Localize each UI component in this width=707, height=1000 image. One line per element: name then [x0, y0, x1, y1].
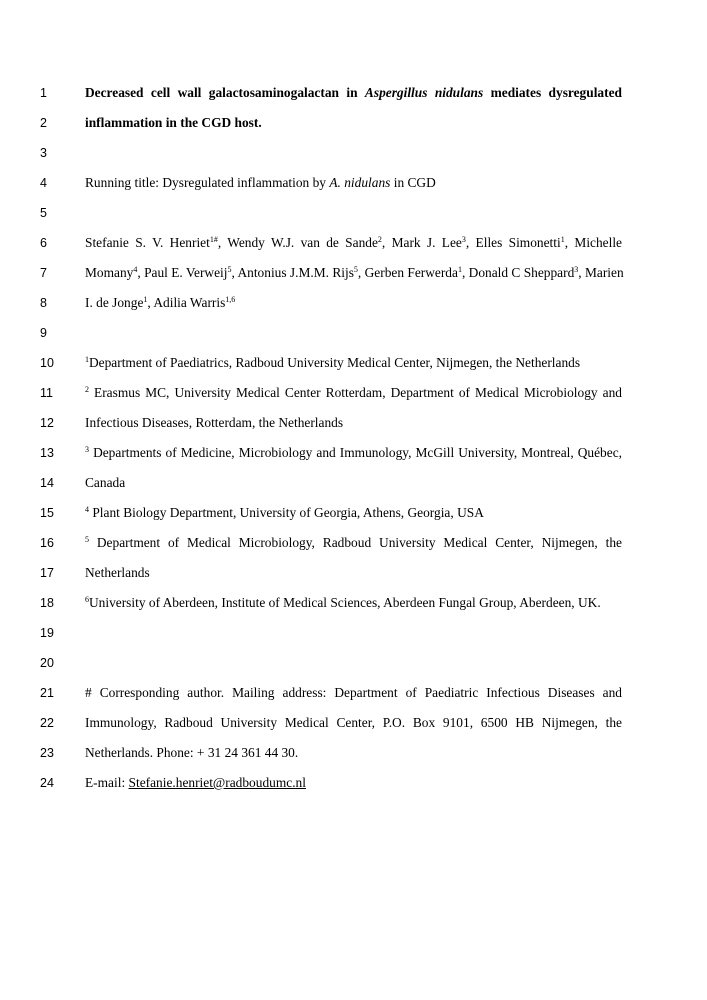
line-number: 18: [40, 596, 54, 610]
line-number: 6: [40, 236, 47, 250]
manuscript-line-23: [0, 742, 707, 764]
line-number: 23: [40, 746, 54, 760]
line-number: 16: [40, 536, 54, 550]
line-number: 3: [40, 146, 47, 160]
line-number: 2: [40, 116, 47, 130]
line-number: 20: [40, 656, 54, 670]
correspondence-line-2: Immunology, Radboud University Medical Center, P.O. Box 9101, 6500 HB Nijmegen, the: [85, 715, 622, 730]
email-label: E-mail:: [85, 775, 126, 790]
line-number: 7: [40, 266, 47, 280]
line-number: 13: [40, 446, 54, 460]
manuscript-line-14: [0, 472, 707, 494]
correspondence-line-1: # Corresponding author. Mailing address: Department of Paediatric Infectious Diseases and: [85, 685, 622, 700]
manuscript-line-2: [0, 112, 707, 134]
manuscript-line-8: [0, 292, 707, 314]
manuscript-line-18: [0, 592, 707, 614]
line-number: 9: [40, 326, 47, 340]
author-list-line-3: I. de Jonge$^1$, Adilia Warris$^{1,6}$: [85, 295, 236, 310]
affiliation-1: $^1$Department of Paediatrics, Radboud University Medical Center, Nijmegen, the Netherlands: [85, 355, 581, 370]
affiliation-3-line-2: Canada: [85, 475, 126, 490]
manuscript-line-15: [0, 502, 707, 524]
affiliation-4: $^4$ Plant Biology Department, University of Georgia, Athens, Georgia, USA: [85, 505, 484, 520]
manuscript-line-11: [0, 382, 707, 404]
title-line-1: Decreased cell wall galactosaminogalactan in Aspergillus nidulans mediates dysregulated: [85, 85, 622, 100]
line-number: 21: [40, 686, 54, 700]
line-number: 11: [40, 386, 53, 400]
manuscript-line-21: [0, 682, 707, 704]
manuscript-line-3: [0, 142, 707, 164]
line-number: 15: [40, 506, 54, 520]
manuscript-line-5: [0, 202, 707, 224]
manuscript-line-24: [0, 772, 707, 794]
affiliation-3-line-1: $^3$ Departments of Medicine, Microbiology and Immunology, McGill University, Montreal, Québec,: [85, 445, 622, 460]
manuscript-line-9: [0, 322, 707, 344]
manuscript-line-1: [0, 82, 707, 104]
line-number: 12: [40, 416, 54, 430]
author-list-line-2: Momany$^4$, Paul E. Verweij$^5$, Antonius J.M.M. Rijs$^5$, Gerben Ferwerda$^1$, Donald C Sheppard$^3$, Marien: [85, 265, 624, 280]
line-number: 4: [40, 176, 47, 190]
author-list-line-1: Stefanie S. V. Henriet$^{1\#}$, Wendy W.J. van de Sande$^2$, Mark J. Lee$^3$, Elles Simonetti$^1$, Michelle: [85, 235, 622, 250]
line-number: 17: [40, 566, 54, 580]
line-number: 19: [40, 626, 54, 640]
line-number: 1: [40, 86, 47, 100]
line-number: 8: [40, 296, 47, 310]
correspondence-line-3: Netherlands. Phone: + 31 24 361 44 30.: [85, 745, 299, 760]
manuscript-line-20: [0, 652, 707, 674]
manuscript-line-22: [0, 712, 707, 734]
email-link[interactable]: Stefanie.henriet@radboudumc.nl: [128, 775, 306, 790]
line-number: 24: [40, 776, 54, 790]
title-line-2: inflammation in the CGD host.: [85, 115, 262, 130]
affiliation-2-line-2: Infectious Diseases, Rotterdam, the Netherlands: [85, 415, 344, 430]
line-number: 10: [40, 356, 54, 370]
manuscript-line-4: [0, 172, 707, 194]
affiliation-6: $^6$University of Aberdeen, Institute of Medical Sciences, Aberdeen Fungal Group, Aberdeen, UK.: [85, 595, 601, 610]
line-number: 5: [40, 206, 47, 220]
line-number: 22: [40, 716, 54, 730]
affiliation-5-line-2: Netherlands: [85, 565, 150, 580]
species-name: Aspergillus nidulans: [364, 85, 484, 100]
manuscript-line-13: [0, 442, 707, 464]
manuscript-line-17: [0, 562, 707, 584]
manuscript-line-6: [0, 232, 707, 254]
affiliation-5-line-1: $^5$ Department of Medical Microbiology, Radboud University Medical Center, Nijmegen, the: [85, 535, 622, 550]
email-line: [85, 772, 622, 794]
manuscript-line-16: [0, 532, 707, 554]
running-title: Running title: Dysregulated inflammation by A. nidulans in CGD: [85, 175, 436, 190]
manuscript-line-19: [0, 622, 707, 644]
manuscript-line-12: [0, 412, 707, 434]
line-number: 14: [40, 476, 54, 490]
affiliation-2-line-1: $^2$ Erasmus MC, University Medical Center Rotterdam, Department of Medical Microbiology and: [85, 385, 622, 400]
manuscript-line-7: [0, 262, 707, 284]
manuscript-line-10: [0, 352, 707, 374]
